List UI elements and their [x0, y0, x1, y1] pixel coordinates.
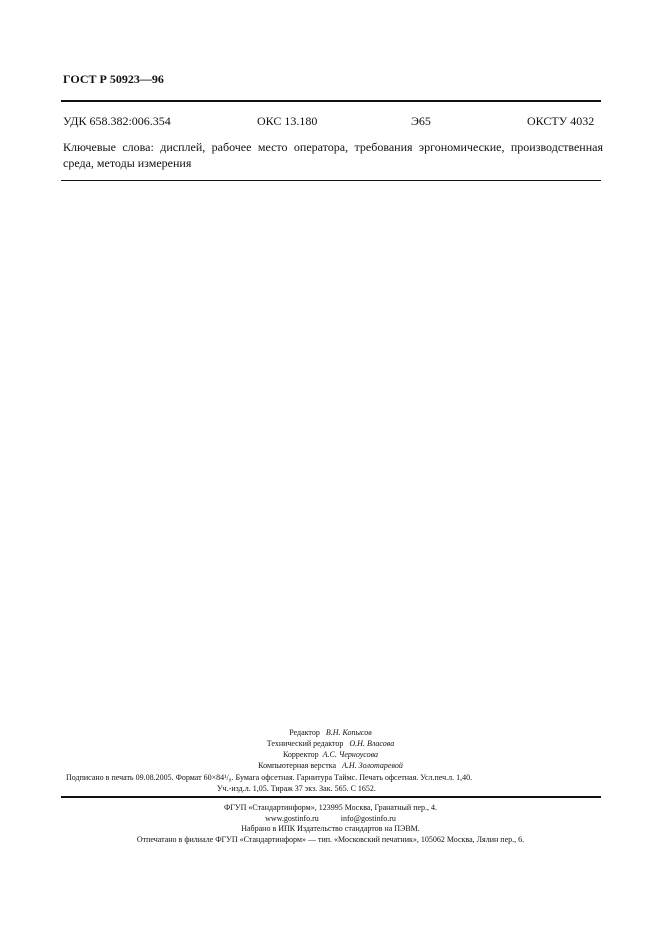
email-link[interactable]: info@gostinfo.ru: [340, 814, 396, 823]
printed-note: Отпечатано в филиале ФГУП «Стандартинформ» — тип. «Московский печатник», 105062 Москва, Лялин пер., 6.: [136, 835, 525, 844]
credit-name: А.Н. Золотаревой: [342, 761, 403, 770]
credit-proofreader: [0, 749, 661, 760]
standard-code: ГОСТ Р 50923—96: [63, 72, 164, 86]
keywords-divider: [61, 180, 601, 181]
credit-role: Технический редактор: [266, 739, 344, 748]
credit-name: А.С. Черноусова: [322, 750, 379, 759]
group-code: Э65: [411, 114, 431, 128]
print-info-line-1: Подписано в печать 09.08.2005. Формат 60×84¹/₈. Бумага офсетная. Гарнитура Таймс. Печать офсетная. Усл.печ.л. 1,40.: [66, 773, 473, 782]
oks-code: ОКС 13.180: [257, 114, 318, 128]
okstu-code: ОКСТУ 4032: [527, 114, 595, 128]
credit-name: О.Н. Власова: [349, 739, 395, 748]
credit-name: В.Н. Копысов: [325, 728, 372, 737]
credit-tech-editor: [0, 738, 661, 749]
typeset-note: Набрано в ИПК Издательство стандартов на ПЭВМ.: [241, 824, 420, 833]
footer-divider: [61, 796, 601, 798]
publisher-address: ФГУП «Стандартинформ», 123995 Москва, Гранатный пер., 4.: [223, 803, 438, 812]
credit-role: Редактор: [289, 728, 320, 737]
website-link[interactable]: www.gostinfo.ru: [265, 814, 319, 823]
credit-role: Корректор: [282, 750, 319, 759]
credit-role: Компьютерная верстка: [258, 761, 337, 770]
print-info-line-2: Уч.-изд.л. 1,05. Тираж 37 экз. Зак. 565. С 1652.: [217, 784, 376, 793]
credit-layout: [0, 760, 661, 771]
credit-editor: [0, 727, 661, 738]
udk-code: УДК 658.382:006.354: [63, 114, 171, 128]
top-divider: [61, 100, 601, 102]
keywords-text: Ключевые слова: дисплей, рабочее место оператора, требования эргономические, производственная среда, методы измерения: [63, 140, 603, 170]
